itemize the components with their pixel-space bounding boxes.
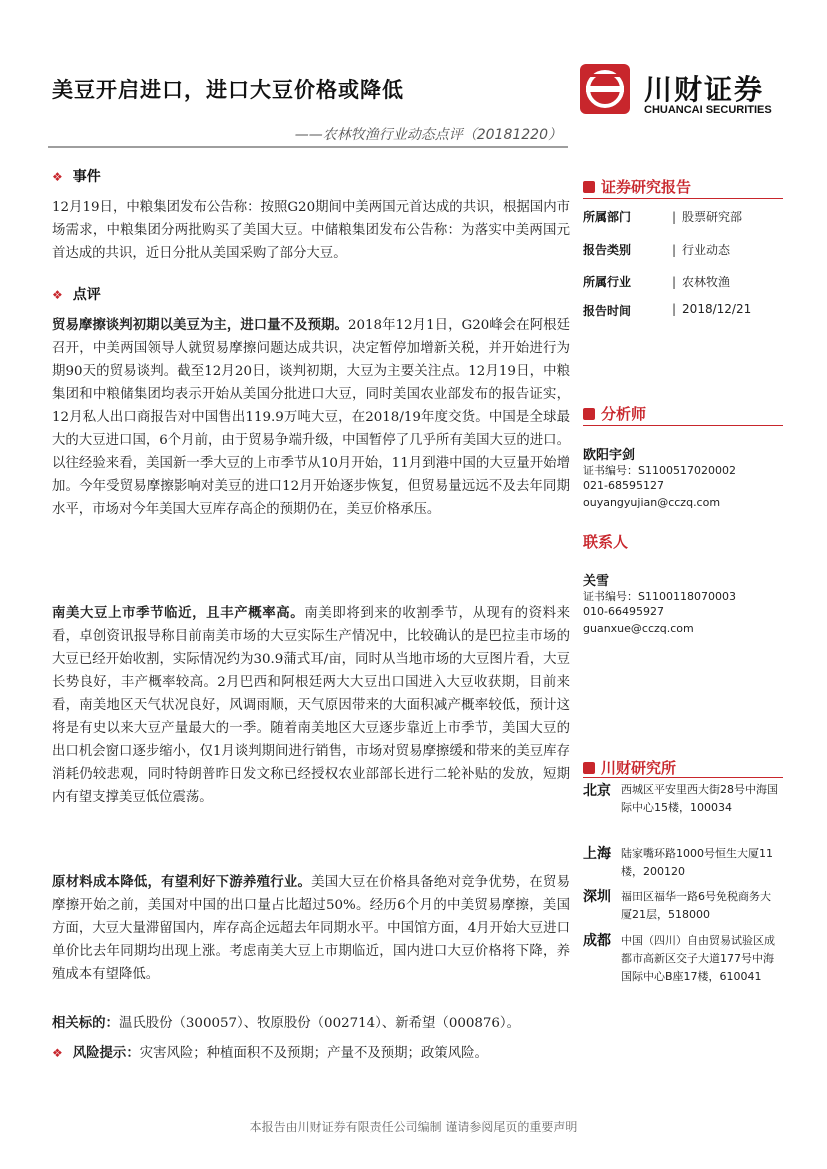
logo-mark-icon xyxy=(580,64,630,114)
meta-label: 所属行业 xyxy=(583,275,632,289)
event-paragraph: 12月19日，中粮集团发布公告称：按照G20期间中美两国元首达成的共识，根据国内市场需求，中粮集团分两批购买了美国大豆。中储粮集团发布公告称：为落实中美两国元首达成的共识，近日分批从美国采购了部分大豆。 xyxy=(52,200,570,261)
diamond-icon: ❖ xyxy=(52,1046,63,1060)
analyst-heading: 分析师 xyxy=(583,403,646,424)
page-subtitle: ——农林牧渔行业动态点评（20181220） xyxy=(294,127,562,143)
risk-warning: ❖ 风险提示：灾害风险；种植面积不及预期；产量不及预期；政策风险。 xyxy=(52,1046,488,1061)
meta-label: 所属部门 xyxy=(583,210,632,224)
meta-label: 报告时间 xyxy=(583,304,632,318)
sidebar-divider xyxy=(583,198,783,199)
related-stocks: 相关标的：温氏股份（300057）、牧原股份（002714）、新希望（000876）。 xyxy=(52,1016,521,1031)
comment-paragraph-3: 原材料成本降低，有望利好下游养殖行业。美国大豆在价格具备绝对竞争优势，在贸易摩擦开始之前，美国对中国的出口量占比超过50%。经历6个月的中美贸易摩擦，美国方面，大豆大量滞留国内，库存高企远超去年同期水平。中国馆方面，4月开始大豆进口单价比去年同期均出现上涨。考虑南美大豆上市期临近，国内进口大豆价格将下降，养殖成本有望降低。 xyxy=(52,875,571,982)
contact-name: 关雪 xyxy=(583,574,610,589)
comment-paragraph-2: 南美大豆上市季节临近，且丰产概率高。南美即将到来的收割季节，从现有的资料来看，卓创资讯报导称目前南美市场的大豆实际生产情况中，比较确认的是巴拉圭市场的大豆已经开始收割，实际情况约为30.9蒲式耳/亩，同时从当地市场的大豆图片看，大豆长势良好，丰产概率较高。2月巴西和阿根廷两大大豆出口国进入大豆收获期，目前来看，南美地区天气状况良好，风调雨顺，天气原因带来的大面积减产概率较低，预计这将是有史以来大豆产量最大的一季。随着南美地区大豆逐步靠近上市季节，美国大豆的出口机会窗口逐步缩小，仅1月谈判期间进行销售，市场对贸易摩擦缓和带来的美豆库存消耗仍较悲观，同时特朗普昨日发文称已经授权农业部部长进行二轮补贴的发放，短期内有望支撑美豆低位震荡。 xyxy=(52,606,571,805)
sidebar-divider xyxy=(583,777,783,778)
meta-value: | 行业动态 xyxy=(672,241,730,258)
analyst-email[interactable]: ouyangyujian@cczq.com xyxy=(583,496,721,509)
footer-disclaimer: 本报告由川财证券有限责任公司编制 谨请参阅尾页的重要声明 xyxy=(249,1120,578,1134)
comment-paragraph-1: 贸易摩擦谈判初期以美豆为主，进口量不及预期。2018年12月1日，G20峰会在阿根廷召开，中美两国领导人就贸易摩擦问题达成共识，决定暂停加增新关税，并开始进行为期90天的贸易谈判。截至12月20日，谈判初期，大豆为主要关注点。12月19日，中粮集团和中粮储集团均表示开始从美国分批进口大豆，同时美国农业部发布的报告证实，12月私人出口商报告对中国售出119.9万吨大豆，在2018/19年度交货。中国是全球最大的大豆进口国，6个月前，由于贸易争端升级，中国暂停了几乎所有美国大豆的进口。以往经验来看，美国新一季大豆的上市季节从10月开始，11月到港中国的大豆量开始增加。今年受贸易摩擦影响对美豆的进口12月开始逐步恢复，但贸易量远远不及去年同期水平，市场对今年美国大豆库存高企的预期仍在，美豆价格承压。 xyxy=(52,318,571,517)
meta-value: | 农林牧渔 xyxy=(672,273,730,290)
section-marker-icon xyxy=(583,762,595,774)
meta-label: 报告类别 xyxy=(583,243,632,257)
logo-name-cn: 川财证券 xyxy=(644,73,765,106)
office-address: 福田区福华一路6号免税商务大厦21层，518000 xyxy=(621,890,771,921)
diamond-icon: ❖ xyxy=(52,288,63,302)
office-city: 深圳 xyxy=(583,889,611,905)
contact-phone: 010-66495927 xyxy=(583,605,664,618)
meta-value: | 股票研究部 xyxy=(672,208,742,225)
sidebar-divider xyxy=(583,425,783,426)
contact-heading: 联系人 xyxy=(583,533,629,551)
analyst-name: 欧阳宇剑 xyxy=(583,448,636,463)
meta-value: | 2018/12/21 xyxy=(672,302,751,316)
contact-cert: 证书编号：S1100118070003 xyxy=(583,590,736,603)
office-address: 中国（四川）自由贸易试验区成都市高新区交子大道177号中海国际中心B座17楼，610041 xyxy=(621,934,775,983)
office-city: 成都 xyxy=(583,933,611,949)
page-title: 美豆开启进口，进口大豆价格或降低 xyxy=(52,78,404,102)
report-type-heading: 证券研究报告 xyxy=(583,176,691,197)
analyst-phone: 021-68595127 xyxy=(583,479,664,492)
paragraph-lead: 原材料成本降低，有望利好下游养殖行业。 xyxy=(52,875,312,890)
header-divider xyxy=(48,146,568,148)
office-city: 上海 xyxy=(583,846,611,862)
company-logo xyxy=(580,62,780,122)
comment-heading: ❖ 点评 xyxy=(52,287,101,303)
paragraph-lead: 贸易摩擦谈判初期以美豆为主，进口量不及预期。 xyxy=(52,318,348,333)
office-address: 陆家嘴环路1000号恒生大厦11楼，200120 xyxy=(621,847,773,878)
event-heading: ❖ 事件 xyxy=(52,169,101,185)
office-city: 北京 xyxy=(583,783,611,799)
section-marker-icon xyxy=(583,408,595,420)
institute-heading: 川财研究所 xyxy=(583,757,676,778)
logo-name-en: CHUANCAI SECURITIES xyxy=(644,104,772,116)
office-address: 西城区平安里西大街28号中海国际中心15楼，100034 xyxy=(621,783,778,814)
diamond-icon: ❖ xyxy=(52,170,63,184)
section-marker-icon xyxy=(583,181,595,193)
contact-email[interactable]: guanxue@cczq.com xyxy=(583,622,694,635)
analyst-cert: 证书编号：S1100517020002 xyxy=(583,464,736,477)
paragraph-lead: 南美大豆上市季节临近，且丰产概率高。 xyxy=(52,606,305,621)
